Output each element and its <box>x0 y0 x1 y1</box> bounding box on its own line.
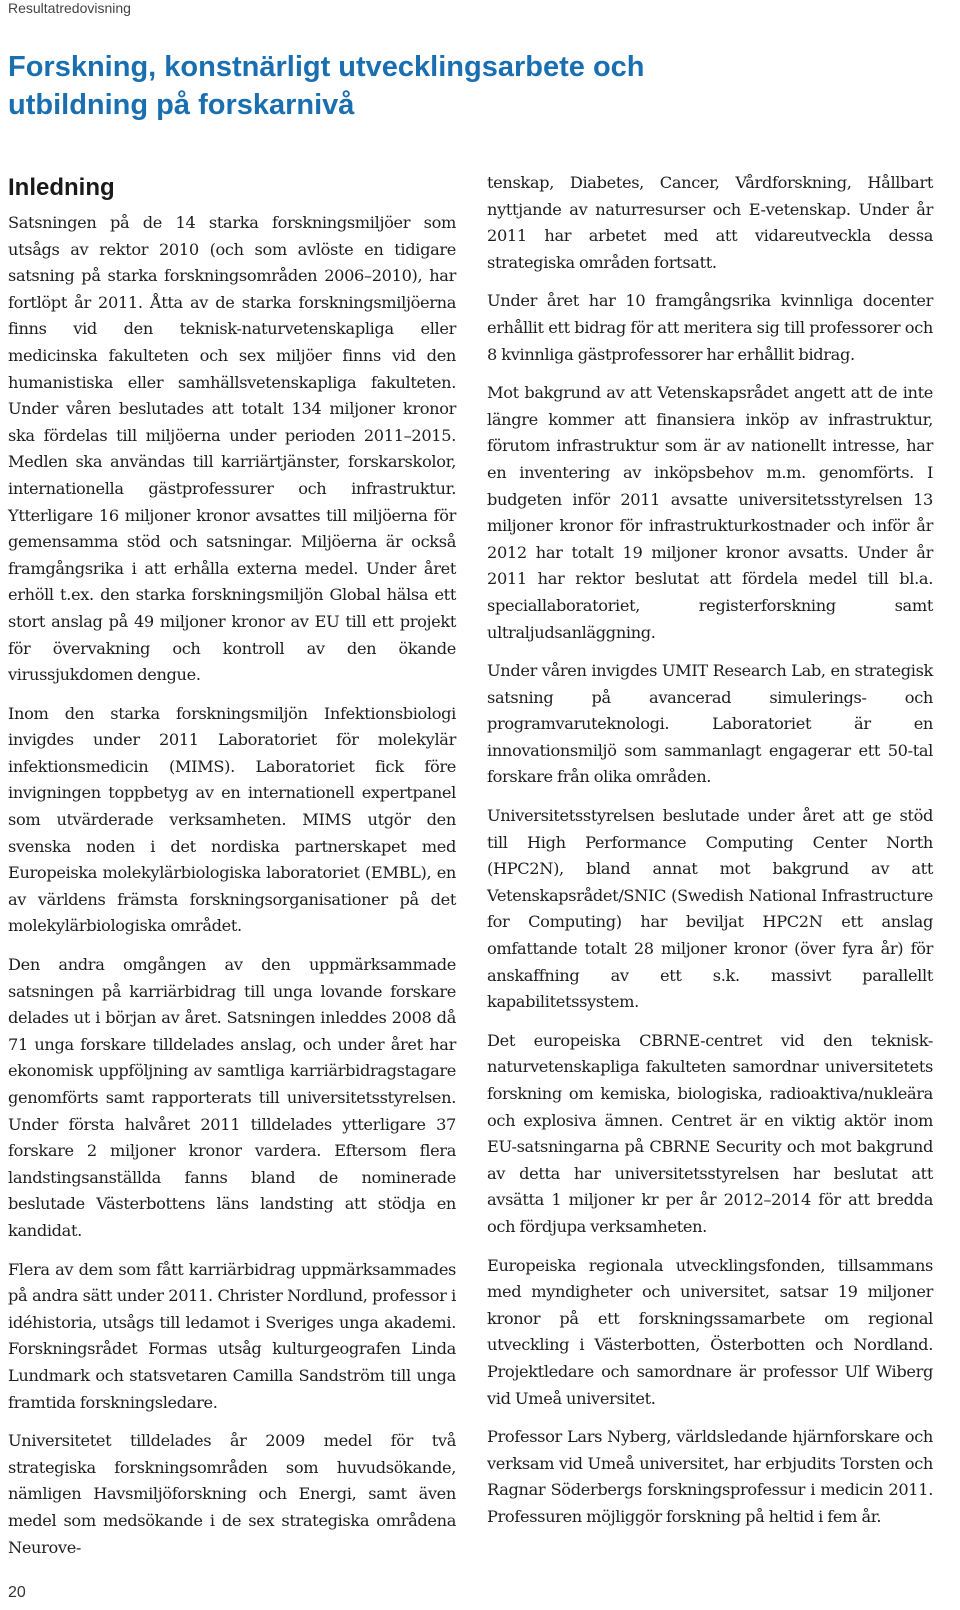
paragraph: Professor Lars Nyberg, världsledande hjärnforskare och verksam vid Umeå universitet, har erbjudits Torsten och Ragnar Söderbergs forskningsprofessur i medicin 2011. Professuren möjliggör forskning på heltid i fem år. <box>487 1427 933 1526</box>
right-column <box>487 170 933 1543</box>
left-column <box>8 172 456 1573</box>
paragraph: Under våren invigdes UMIT Research Lab, en strategisk satsning på avancerad simulerings- och programvaruteknologi. Laboratoriet är en innovationsmiljö som sammanlagt engagerar ett 50-tal forskare från olika områden. <box>487 661 933 787</box>
paragraph: Den andra omgången av den uppmärksammade satsningen på karriärbidrag till unga lovande forskare delades ut i början av året. Satsningen inleddes 2008 då 71 unga forskare tilldelades anslag, och under året har ekonomisk uppföljning av samtliga karriärbidragstagare genomförts samt rapporterats till universitetsstyrelsen. Under första halvåret 2011 tilldelades ytterligare 37 forskare 2 miljoner kronor vardera. Eftersom flera landstingsanställda fanns bland de nominerade beslutade Västerbottens läns landsting att stödja en kandidat. <box>8 955 456 1240</box>
paragraph: Universitetsstyrelsen beslutade under året att ge stöd till High Performance Computing Center North (HPC2N), bland annat mot bakgrund av att Vetenskapsrådet/SNIC (Swedish National Infrastructure for Computing) har beviljat HPC2N ett anslag omfattande totalt 28 miljoner kronor (över fyra år) för anskaffning av ett s.k. massivt parallellt kapabilitetssystem. <box>487 806 933 1012</box>
paragraph: Inom den starka forskningsmiljön Infektionsbiologi invigdes under 2011 Laboratoriet för molekylär infektionsmedicin (MIMS). Laboratoriet fick före invigningen toppbetyg av en internationell expertpanel som utvärderade verksamheten. MIMS utgör den svenska noden i det nordiska partnerskapet med Europeiska molekylärbiologiska laboratoriet (EMBL), en av världens främsta forskningsorganisationer på det molekylärbiologiska området. <box>8 703 456 936</box>
paragraph: Det europeiska CBRNE-centret vid den teknisk-naturvetenskapliga fakulteten samordnar universitetets forskning om kemiska, biologiska, radioaktiva/nukleära och explosiva ämnen. Centret är en viktig aktör inom EU-satsningarna på CBRNE Security och mot bakgrund av detta har universitetsstyrelsen har beslutat att avsätta 1 miljoner kr per år 2012–2014 för att bredda och fördjupa verksamheten. <box>487 1030 933 1236</box>
paragraph: Europeiska regionala utvecklingsfonden, tillsammans med myndigheter och universitet, satsar 19 miljoner kronor på ett forskningssamarbete om regional utveckling i Västerbotten, Österbotten och Nordland. Projektledare och samordnare är professor Ulf Wiberg vid Umeå universitet. <box>487 1255 933 1408</box>
chapter-title: Forskning, konstnärligt utvecklingsarbete och utbildning på forskarnivå <box>8 51 645 121</box>
section-heading: Inledning <box>8 174 115 201</box>
paragraph: Under året har 10 framgångsrika kvinnliga docenter erhållit ett bidrag för att meritera sig till professorer och 8 kvinnliga gästprofessorer har erhållit bidrag. <box>487 291 933 364</box>
paragraph: Satsningen på de 14 starka forskningsmiljöer som utsågs av rektor 2010 (och som avlöste en tidigare satsning på starka forskningsområden 2006–2010), har fortlöpt år 2011. Åtta av de starka forskningsmiljöerna finns vid den teknisk-naturvetenskapliga eller medicinska fakulteten och sex miljöer finns vid den humanistiska eller samhällsvetenskapliga fakulteten. Under våren beslutades att totalt 134 miljoner kronor ska fördelas till miljöerna under perioden 2011–2015. Medlen ska användas till karriärtjänster, forskarskolor, internationella gästprofessurer och infrastruktur. Ytterligare 16 miljoner kronor avsattes till miljöerna för gemensamma stöd och satsningar. Miljöerna är också framgångsrika i att erhålla externa medel. Under året erhöll t.ex. den starka forskningsmiljön Global hälsa ett stort anslag på 49 miljoner kronor av EU till ett projekt för övervakning och kontroll av den ökande virussjukdomen dengue. <box>8 213 456 685</box>
paragraph: Mot bakgrund av att Vetenskapsrådet angett att de inte längre kommer att finansiera inköp av infrastruktur, förutom infrastruktur som är av nationellt intresse, har en inventering av inköpsbehov m.m. genomförts. I budgeten inför 2011 avsatte universitetsstyrelsen 13 miljoner kronor för infrastrukturkostnader och inför år 2012 har totalt 19 miljoner kronor avsatts. Under år 2011 har rektor beslutat att fördela medel till bl.a. speciallaboratoriet, registerforskning samt ultraljudsanläggning. <box>487 383 933 642</box>
page-number: 20 <box>8 1584 26 1601</box>
paragraph: Universitetet tilldelades år 2009 medel för två strategiska forskningsområden som huvudsökande, nämligen Havsmiljöforskning och Energi, samt även medel som medsökande i de sex strategiska områdena Neurove- <box>8 1431 456 1557</box>
paragraph: tenskap, Diabetes, Cancer, Vårdforskning, Hållbart nyttjande av naturresurser och E-vetenskap. Under år 2011 har arbetet med att vidareutveckla dessa strategiska områden fortsatt. <box>487 173 933 272</box>
running-header: Resultatredovisning <box>8 0 131 16</box>
paragraph: Flera av dem som fått karriärbidrag uppmärksammades på andra sätt under 2011. Christer Nordlund, professor i idéhistoria, utsågs till ledamot i Sveriges unga akademi. Forskningsrådet Formas utsåg kulturgeografen Linda Lundmark och statsvetaren Camilla Sandström till unga framtida forskningsledare. <box>8 1259 456 1412</box>
